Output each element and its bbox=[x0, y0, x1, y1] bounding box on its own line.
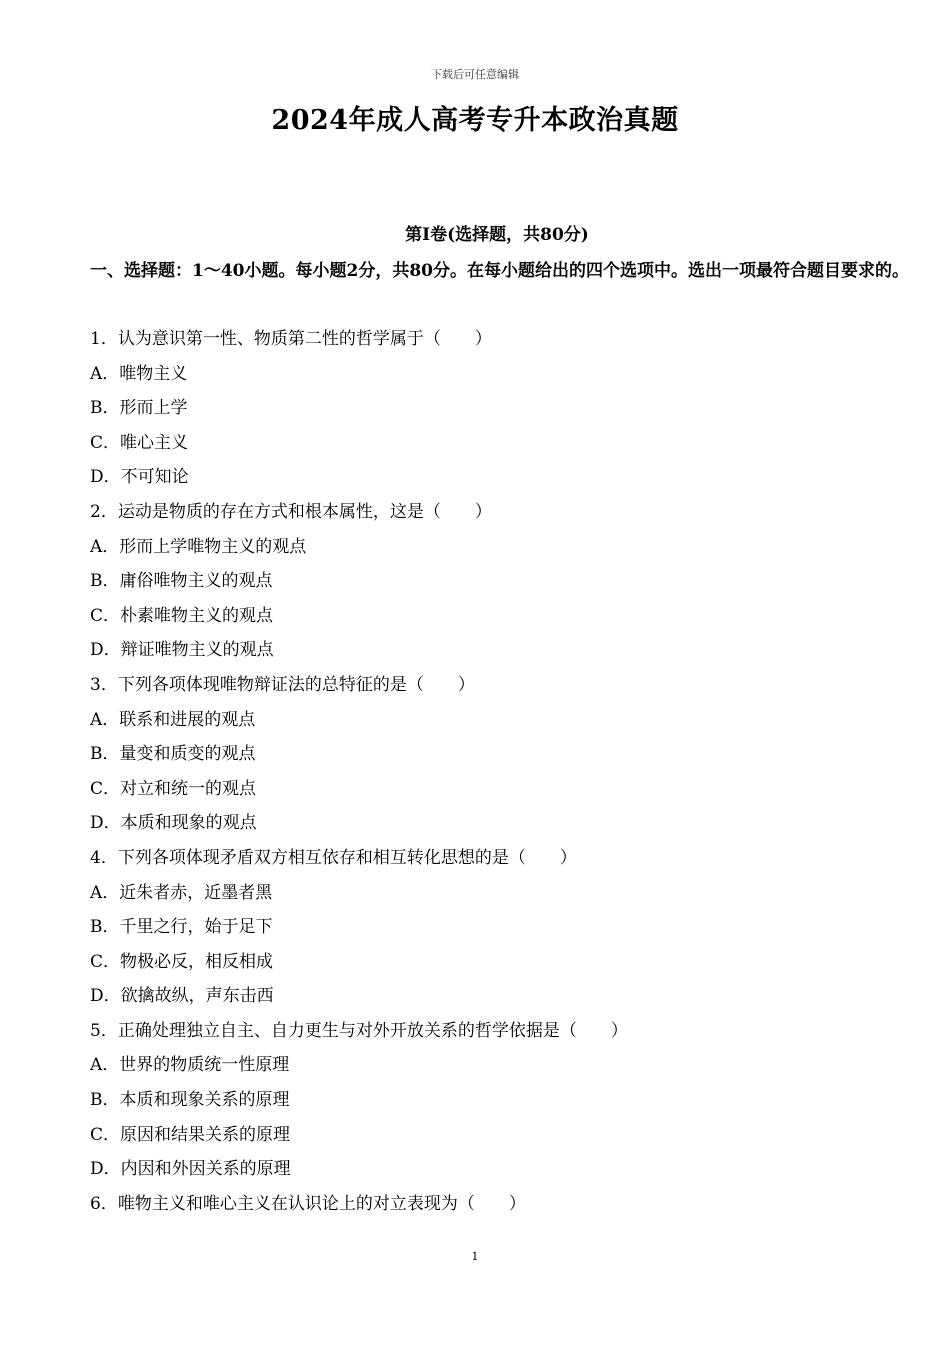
option-line: D．内因和外因关系的原理 bbox=[90, 1159, 291, 1180]
option-line: D．欲擒故纵，声东击西 bbox=[90, 986, 274, 1007]
option-line: B．形而上学 bbox=[90, 398, 188, 419]
option-line: B．千里之行，始于足下 bbox=[90, 917, 273, 938]
option-line: A．联系和进展的观点 bbox=[90, 709, 256, 730]
option-line: B．量变和质变的观点 bbox=[90, 744, 256, 765]
question-line: 6．唯物主义和唯心主义在认识论上的对立表现为（ ） bbox=[90, 1193, 526, 1214]
option-line: A．近朱者赤，近墨者黑 bbox=[90, 882, 273, 903]
option-line: B．庸俗唯物主义的观点 bbox=[90, 571, 273, 592]
question-line: 4．下列各项体现矛盾双方相互依存和相互转化思想的是（ ） bbox=[90, 847, 577, 868]
option-line: C．对立和统一的观点 bbox=[90, 778, 257, 799]
option-line: D．辩证唯物主义的观点 bbox=[90, 640, 274, 661]
instructions-paragraph: 一、选择题：1～40小题。每小题2分，共80分。在每小题给出的四个选项中。选出一项最符合题目要求的。 bbox=[90, 261, 909, 281]
option-line: C．物极必反，相反相成 bbox=[90, 951, 274, 972]
question-line: 5．正确处理独立自主、自力更生与对外开放关系的哲学依据是（ ） bbox=[90, 1020, 628, 1041]
page-number: 1 bbox=[471, 1250, 479, 1263]
option-line: A．唯物主义 bbox=[90, 363, 188, 384]
header-note: 下载后可任意编辑 bbox=[431, 68, 519, 81]
option-line: D．本质和现象的观点 bbox=[90, 813, 257, 834]
question-line: 3．下列各项体现唯物辩证法的总特征的是（ ） bbox=[90, 674, 475, 695]
question-list bbox=[90, 322, 910, 1221]
option-line: B．本质和现象关系的原理 bbox=[90, 1090, 290, 1111]
option-line: C．朴素唯物主义的观点 bbox=[90, 605, 274, 626]
option-line: D．不可知论 bbox=[90, 467, 189, 488]
option-line: A．世界的物质统一性原理 bbox=[90, 1055, 290, 1076]
document-title: 2024年成人高考专升本政治真题 bbox=[271, 105, 679, 136]
question-line: 1．认为意识第一性、物质第二性的哲学属于（ ） bbox=[90, 329, 492, 349]
section-heading: 第Ⅰ卷(选择题，共80分) bbox=[405, 225, 589, 245]
option-line: A．形而上学唯物主义的观点 bbox=[90, 536, 307, 557]
option-line: C．原因和结果关系的原理 bbox=[90, 1124, 291, 1145]
question-line: 2．运动是物质的存在方式和根本属性，这是（ ） bbox=[90, 501, 492, 522]
option-line: C．唯心主义 bbox=[90, 432, 189, 453]
